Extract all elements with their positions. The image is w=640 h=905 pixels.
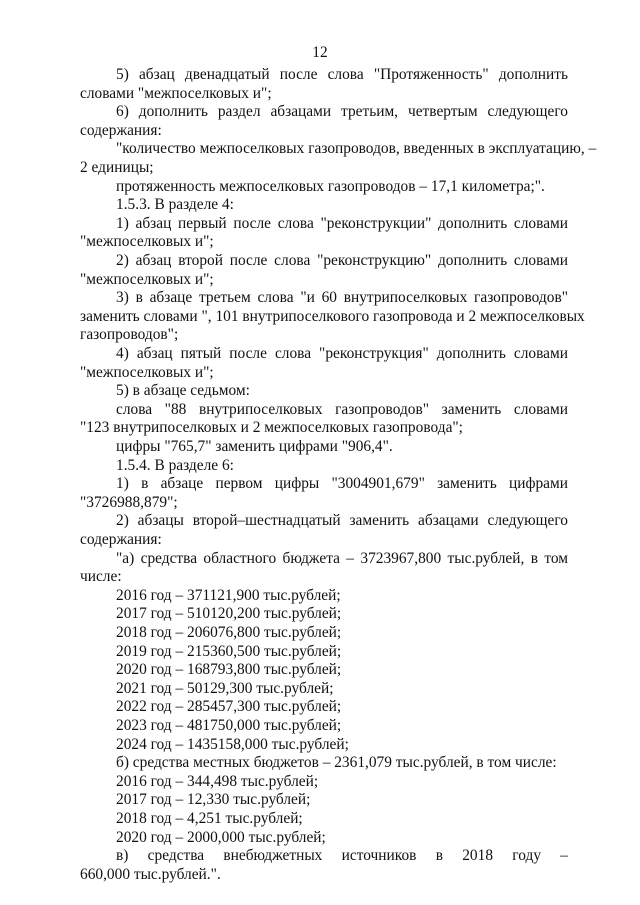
text-line: 2024 год – 1435158,000 тыс.рублей;	[116, 735, 349, 753]
text-line: "межпоселковых и";	[80, 233, 214, 251]
text-line: 2018 год – 4,251 тыс.рублей;	[116, 810, 303, 827]
text-line: 2018 год – 206076,800 тыс.рублей;	[116, 624, 342, 641]
text-line: числе:	[80, 568, 122, 586]
text-line: "межпоселковых и";	[80, 270, 214, 288]
text-line: содержания:	[80, 531, 162, 548]
text-line: 2021 год – 50129,300 тыс.рублей;	[116, 679, 334, 697]
text-line: 2016 год – 371121,900 тыс.рублей;	[116, 586, 341, 604]
text-line: газопроводов";	[80, 326, 179, 344]
text-line: 2022 год – 285457,300 тыс.рублей;	[116, 698, 342, 716]
text-line: заменить словами ", 101 внутрипоселкового газопровода и 2 межпоселковых	[80, 307, 585, 325]
text-line: 2023 год – 481750,000 тыс.рублей;	[116, 717, 342, 734]
page-number: 12	[312, 44, 328, 61]
text-line: "123 внутрипоселковых и 2 межпоселковых газопровода";	[80, 419, 463, 437]
text-line: "а) средства областного бюджета – 3723967,800 тыс.рублей, в том	[116, 549, 568, 567]
text-line: 2017 год – 510120,200 тыс.рублей;	[116, 605, 342, 623]
text-line: содержания:	[80, 121, 162, 139]
text-line: слова "88 внутрипоселковых газопроводов" заменить словами	[116, 400, 568, 418]
text-line: б) средства местных бюджетов – 2361,079 тыс.рублей, в том числе:	[116, 754, 557, 772]
text-line: 6) дополнить раздел абзацами третьим, четвертым следующего	[116, 103, 568, 121]
text-line: в) средства внебюджетных источников в 2018 году –	[116, 847, 568, 865]
text-line: "3726988,879";	[80, 493, 178, 511]
text-line: протяженность межпоселковых газопроводов – 17,1 километра;".	[116, 177, 545, 195]
text-line: словами "межпоселковых и";	[80, 84, 272, 102]
text-line: 2) абзац второй после слова "реконструкцию" дополнить словами	[116, 252, 568, 269]
text-line: 2017 год – 12,330 тыс.рублей;	[116, 791, 311, 809]
text-line: 3) в абзаце третьем слова "и 60 внутрипоселковых газопроводов"	[116, 289, 568, 307]
text-line: 2020 год – 2000,000 тыс.рублей;	[116, 828, 326, 846]
text-line: 2020 год – 168793,800 тыс.рублей;	[116, 661, 342, 679]
text-line: 1) абзац первый после слова "реконструкции" дополнить словами	[116, 214, 568, 232]
text-line: 1) в абзаце первом цифры "3004901,679" заменить цифрами	[116, 475, 568, 493]
text-line: 2) абзацы второй–шестнадцатый заменить абзацами следующего	[116, 512, 568, 530]
text-line: 2016 год – 344,498 тыс.рублей;	[116, 772, 319, 790]
text-line: 4) абзац пятый после слова "реконструкция" дополнить словами	[116, 345, 568, 362]
text-line: 2019 год – 215360,500 тыс.рублей;	[116, 642, 342, 660]
text-line: 1.5.4. В разделе 6:	[116, 456, 234, 474]
text-line: 5) абзац двенадцатый после слова "Протяженность" дополнить	[116, 66, 568, 83]
text-line: 5) в абзаце седьмом:	[116, 382, 250, 400]
text-line: цифры "765,7" заменить цифрами "906,4".	[116, 438, 393, 455]
text-line: 660,000 тыс.рублей.".	[80, 865, 221, 883]
text-line: "межпоселковых и";	[80, 363, 214, 381]
text-line: 2 единицы;	[80, 159, 154, 176]
text-line: 1.5.3. В разделе 4:	[116, 196, 234, 214]
text-line: "количество межпоселковых газопроводов, введенных в эксплуатацию, –	[116, 140, 597, 158]
